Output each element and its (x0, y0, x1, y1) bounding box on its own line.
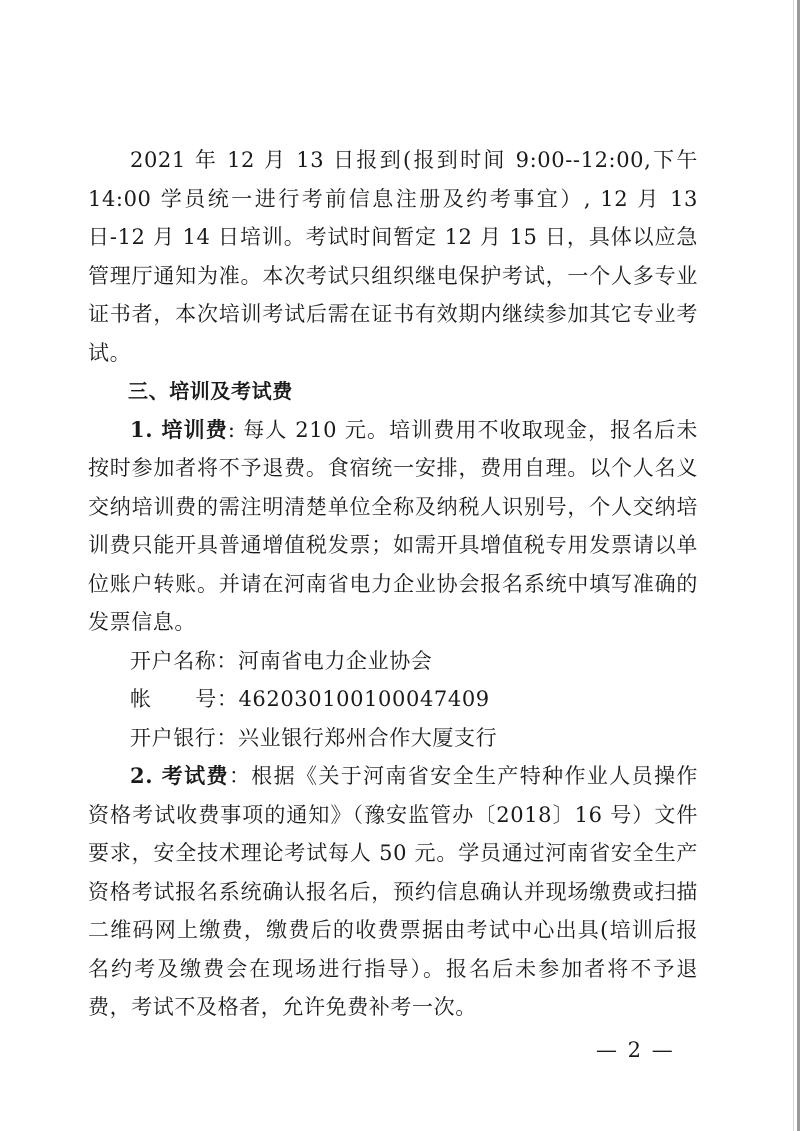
registration-paragraph: 2021 年 12 月 13 日报到(报到时间 9:00--12:00,下午 14:00 学员统一进行考前信息注册及约考事宜）, 12 月 13 日-12 月 14 日培训。考试时间暂定 12 月 15 日，具体以应急管理厅通知为准。本次考试只组织继电保护考试，一个人多专业证书者，本次培训考试后需在证书有效期内继续参加其它专业考试。 (88, 148, 698, 365)
account-name-label: 开户名称： (130, 648, 238, 673)
exam-fee-text: ：根据《关于河南省安全生产特种作业人员操作资格考试收费事项的通知》（豫安监管办〔2018〕16 号）文件要求，安全技术理论考试每人 50 元。学员通过河南省安全生产资格考试报名系统确认报名后，预约信息确认并现场缴费或扫描二维码网上缴费，缴费后的收费票据由考试中心出具(培训后报名约考及缴费会在现场进行指导）。报名后未参加者将不予退费，考试不及格者，允许免费补考一次。 (88, 764, 698, 1019)
training-fee-lead: 1. 培训费 (130, 416, 228, 442)
bank-line (88, 719, 698, 758)
bank-label: 开户银行： (130, 725, 238, 750)
account-number-label: 帐 号： (130, 687, 239, 711)
training-fee-text: : 每人 210 元。培训费用不收取现金，报名后未按时参加者将不予退费。食宿统一安排，费用自理。以个人名义交纳培训费的需注明清楚单位全称及纳税人识别号，个人交纳培训费只能开具普通增值税发票；如需开具增值税专用发票请以单位账户转账。并请在河南省电力企业协会报名系统中填写准确的发票信息。 (88, 417, 698, 634)
document-body (88, 141, 698, 1027)
account-name-line (88, 642, 698, 681)
bank-value: 兴业银行郑州合作大厦支行 (238, 725, 498, 750)
page-number: — 2 — (596, 1038, 675, 1062)
account-name-value: 河南省电力企业协会 (238, 648, 433, 673)
account-number-value: 462030100100047409 (238, 687, 490, 711)
section-heading-fees: 三、培训及考试费 (128, 379, 293, 403)
exam-fee-paragraph (88, 757, 698, 1027)
account-number-line (88, 680, 698, 719)
exam-fee-lead: 2. 考试费 (130, 763, 229, 788)
scan-edge-line (793, 0, 794, 1131)
training-fee-paragraph (88, 411, 698, 642)
